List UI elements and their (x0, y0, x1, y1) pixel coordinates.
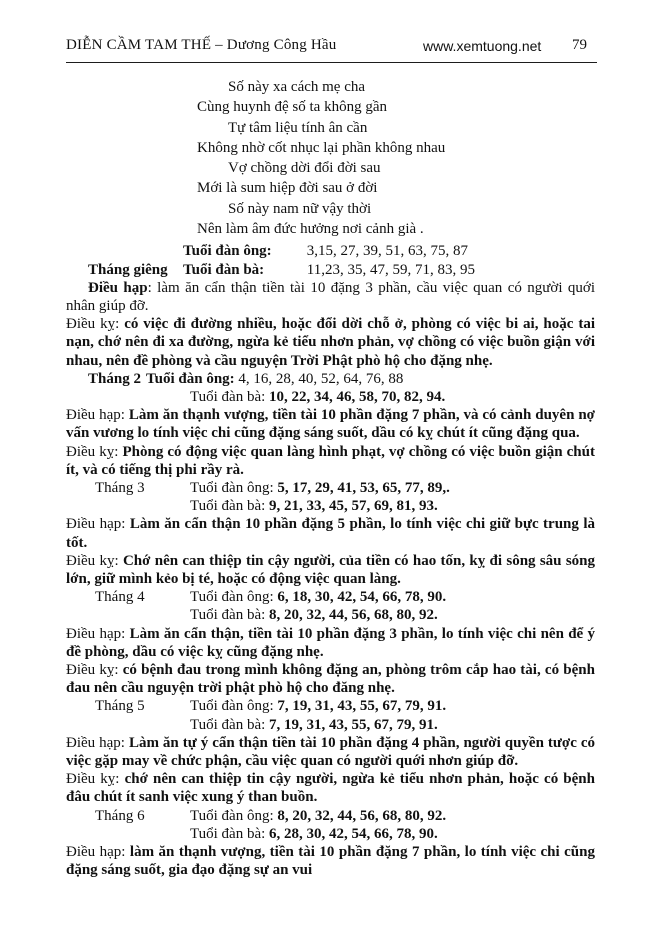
ages-values: 7, 19, 31, 43, 55, 67, 79, 91. (269, 716, 438, 733)
paragraph-body: làm ăn cẩn thận tiền tài 10 đặng 3 phần, cầu việc quan có người quới nhân giúp đỡ. (66, 279, 595, 314)
month-section (66, 807, 595, 880)
paragraph-body: chớ nên can thiệp tin cậy người, ngừa kẻ tiểu nhơn phản, hoặc có bệnh đâu chút ít sanh việc xung ý than buồn. (66, 771, 595, 806)
ages-row (66, 370, 595, 388)
ages-label: Tuổi đàn bà: (190, 389, 266, 405)
dieu-hap-paragraph: Điều hạp: Làm ăn cẩn thận 10 phần đặng 5 phần, lo tính việc chi giữ bực trung là tốt. (66, 516, 595, 551)
poem (197, 77, 595, 239)
poem-line: Tự tâm liệu tính ân cần (228, 119, 368, 136)
ages-row (66, 497, 595, 515)
ages-row (66, 716, 595, 734)
month-label: Tháng 4 (95, 589, 145, 606)
month-label: Tháng 2 (88, 370, 141, 387)
ages-values: 5, 17, 29, 41, 53, 65, 77, 89,. (277, 480, 450, 497)
paragraph-label: Điều hạp (66, 407, 121, 424)
paragraph-body: có việc đi đường nhiều, hoặc đổi dời chỗ ở, phòng có việc bi ai, hoặc tai nạn, chớ nên đi xa đường, ngừa kẻ tiểu nhơn phản, vợ chồng có việc buồn giận với nhau, nên đề phòng và cầu nguyện Trời Phật phò hộ cho đặng nhẹ. (66, 316, 595, 369)
paragraph-label: Điều kỵ (66, 771, 116, 788)
dieu-ky-paragraph: Điều kỵ: Phòng có động việc quan làng hình phạt, vợ chồng có việc buồn giận chút ít, và có tiếng thị phi rầy rà. (66, 443, 595, 478)
dieu-ky-paragraph: Điều kỵ: Chớ nên can thiệp tin cậy người, của tiền có hao tốn, kỵ đi sông sâu sóng lớn, giữ mình kẻo bị té, hoặc có động việc quan làng. (66, 552, 595, 588)
header-divider (66, 62, 597, 63)
page-header (66, 37, 597, 59)
month-section (66, 479, 595, 588)
ages-label: Tuổi đàn bà: (190, 716, 266, 733)
poem-line: Không nhờ cốt nhục lại phần không nhau (197, 139, 446, 156)
ages-row (66, 588, 595, 606)
ages-values: 8, 20, 32, 44, 56, 68, 80, 92. (277, 807, 447, 824)
ages-label: Tuổi đàn bà: (190, 825, 266, 842)
month-label: Tháng 3 (95, 480, 145, 497)
ages-row (66, 479, 595, 497)
ages-label: Tuổi đàn bà: (183, 261, 265, 278)
poem-line: Mới là sum hiệp đời sau ở đời (197, 180, 378, 197)
paragraph-body: Chớ nên can thiệp tin cậy người, của tiền có hao tốn, kỵ đi sông sâu sóng lớn, giữ mình kẻo bị té, hoặc có động việc quan làng. (66, 552, 595, 588)
ages-row (66, 388, 595, 406)
ages-values: 9, 21, 33, 45, 57, 69, 81, 93. (269, 498, 438, 515)
ages-row (66, 261, 595, 279)
ages-values: 8, 20, 32, 44, 56, 68, 80, 92. (269, 607, 438, 624)
ages-row (66, 697, 595, 715)
ages-label: Tuổi đàn ông: (146, 370, 235, 387)
ages-values: 11,23, 35, 47, 59, 71, 83, 95 (306, 261, 475, 278)
ages-values: 6, 18, 30, 42, 54, 66, 78, 90. (277, 589, 447, 606)
website-url: www.xemtuong.net (423, 38, 542, 54)
poem-line: Nên làm âm đức hưởng nơi cảnh già . (197, 221, 424, 238)
paragraph-label: Điều hạp (66, 734, 121, 751)
paragraph-body: làm ăn thạnh vượng, tiền tài 10 phần đặng 7 phần, lo tính việc chi cũng đặng sáng suốt, gia đạo đặng sự an vui (66, 844, 595, 879)
dieu-hap-paragraph: Điều hạp: làm ăn thạnh vượng, tiền tài 10 phần đặng 7 phần, lo tính việc chi cũng đặng sáng suốt, gia đạo đặng sự an vui (66, 844, 595, 879)
paragraph-label: Điều hạp (66, 844, 122, 861)
dieu-ky-paragraph: Điều kỵ: có việc đi đường nhiều, hoặc đổi dời chỗ ở, phòng có việc bi ai, hoặc tai nạn, chớ nên đi xa đường, ngừa kẻ tiểu nhơn phản, vợ chồng có việc buồn giận với nhau, nên đề phòng và cầu nguyện Trời Phật phò hộ cho đặng nhẹ. (66, 316, 595, 369)
paragraph-body: Làm ăn tự ý cẩn thận tiền tài 10 phần đặng 4 phần, người quyền tược có việc gặp may về chức phận, cầu việc quan có người quới nhơn giúp đỡ. (66, 734, 596, 770)
paragraph-label: Điều kỵ (66, 443, 115, 460)
ages-values: 3,15, 27, 39, 51, 63, 75, 87 (306, 243, 468, 260)
poem-line: Cùng huynh đệ số ta không gần (197, 99, 387, 116)
month-label: Tháng 6 (95, 807, 145, 824)
paragraph-label: Điều hạp (88, 279, 148, 296)
dieu-hap-paragraph: Điều hạp: Làm ăn thạnh vượng, tiền tài 10 phần đặng 7 phần, và có cảnh duyên nợ vấn vương lo tính việc chi cũng đặng sáng suốt, dầu có kỵ chút ít cũng đặng qua. (66, 407, 595, 442)
poem-line: Số này xa cách mẹ cha (228, 79, 366, 95)
ages-row (66, 825, 595, 843)
page-number: 79 (572, 37, 587, 53)
dieu-hap-paragraph: Điều hạp: Làm ăn cẩn thận, tiền tài 10 phần đặng 3 phần, lo tính việc chi nên để ý đề phòng, dầu có việc kỵ cũng đặng nhẹ. (66, 625, 595, 660)
month-section (66, 588, 595, 697)
ages-values: 10, 22, 34, 46, 58, 70, 82, 94. (269, 389, 446, 405)
poem-line: Số này nam nữ vậy thời (228, 200, 372, 217)
sections (66, 242, 595, 879)
ages-label: Tuổi đàn bà: (190, 498, 266, 515)
paragraph-body: có bệnh đau trong mình không đặng an, phòng trôm cắp hao tài, có bệnh đau nên cầu nguyện trời phật phò hộ cho đăng nhẹ. (66, 662, 595, 697)
month-section (66, 242, 595, 369)
dieu-ky-paragraph: Điều kỵ: chớ nên can thiệp tin cậy người, ngừa kẻ tiểu nhơn phản, hoặc có bệnh đâu chút ít sanh việc xung ý than buồn. (66, 771, 595, 806)
paragraph-label: Điều kỵ (66, 662, 115, 679)
ages-values: 4, 16, 28, 40, 52, 64, 76, 88 (238, 370, 404, 387)
ages-label: Tuổi đàn bà: (190, 607, 266, 624)
ages-label: Tuổi đàn ông: (190, 807, 274, 824)
dieu-hap-paragraph: Điều hạp: làm ăn cẩn thận tiền tài 10 đặng 3 phần, cầu việc quan có người quới nhân giúp đỡ. (66, 279, 595, 314)
ages-values: 7, 19, 31, 43, 55, 67, 79, 91. (277, 698, 447, 715)
ages-label: Tuổi đàn ông: (183, 243, 272, 260)
paragraph-label: Điều hạp (66, 516, 122, 533)
month-section (66, 697, 595, 806)
dieu-hap-paragraph: Điều hạp: Làm ăn tự ý cẩn thận tiền tài 10 phần đặng 4 phần, người quyền tược có việc gặp may về chức phận, cầu việc quan có người quới nhơn giúp đỡ. (66, 734, 596, 770)
paragraph-body: Làm ăn cẩn thận 10 phần đặng 5 phần, lo tính việc chi giữ bực trung là tốt. (66, 516, 595, 551)
ages-row (66, 606, 595, 624)
ages-label: Tuổi đàn ông: (190, 698, 274, 715)
paragraph-body: Làm ăn thạnh vượng, tiền tài 10 phần đặng 7 phần, và có cảnh duyên nợ vấn vương lo tính việc chi cũng đặng sáng suốt, dầu có kỵ chút ít cũng đặng qua. (66, 407, 595, 442)
paragraph-body: Làm ăn cẩn thận, tiền tài 10 phần đặng 3 phần, lo tính việc chi nên để ý đề phòng, dầu có việc kỵ cũng đặng nhẹ. (66, 625, 595, 660)
ages-values: 6, 28, 30, 42, 54, 66, 78, 90. (269, 825, 438, 842)
ages-row (66, 807, 595, 825)
paragraph-body: Phòng có động việc quan làng hình phạt, vợ chồng có việc buồn giận chút ít, và có tiếng thị phi rầy rà. (66, 443, 595, 478)
ages-label: Tuổi đàn ông: (190, 589, 274, 606)
paragraph-label: Điều kỵ (66, 316, 116, 333)
month-label: Tháng giêng (88, 261, 168, 278)
page-content (66, 77, 595, 879)
month-section (66, 370, 595, 479)
paragraph-label: Điều kỵ (66, 552, 115, 569)
dieu-ky-paragraph: Điều kỵ: có bệnh đau trong mình không đặng an, phòng trôm cắp hao tài, có bệnh đau nên cầu nguyện trời phật phò hộ cho đăng nhẹ. (66, 662, 595, 697)
ages-row (66, 242, 595, 260)
paragraph-label: Điều hạp (66, 625, 122, 642)
poem-line: Vợ chồng dời đổi đời sau (228, 160, 381, 177)
book-title: DIỄN CẦM TAM THẾ – Dương Công Hầu (66, 37, 337, 53)
month-label: Tháng 5 (95, 698, 145, 715)
ages-label: Tuổi đàn ông: (190, 480, 274, 497)
